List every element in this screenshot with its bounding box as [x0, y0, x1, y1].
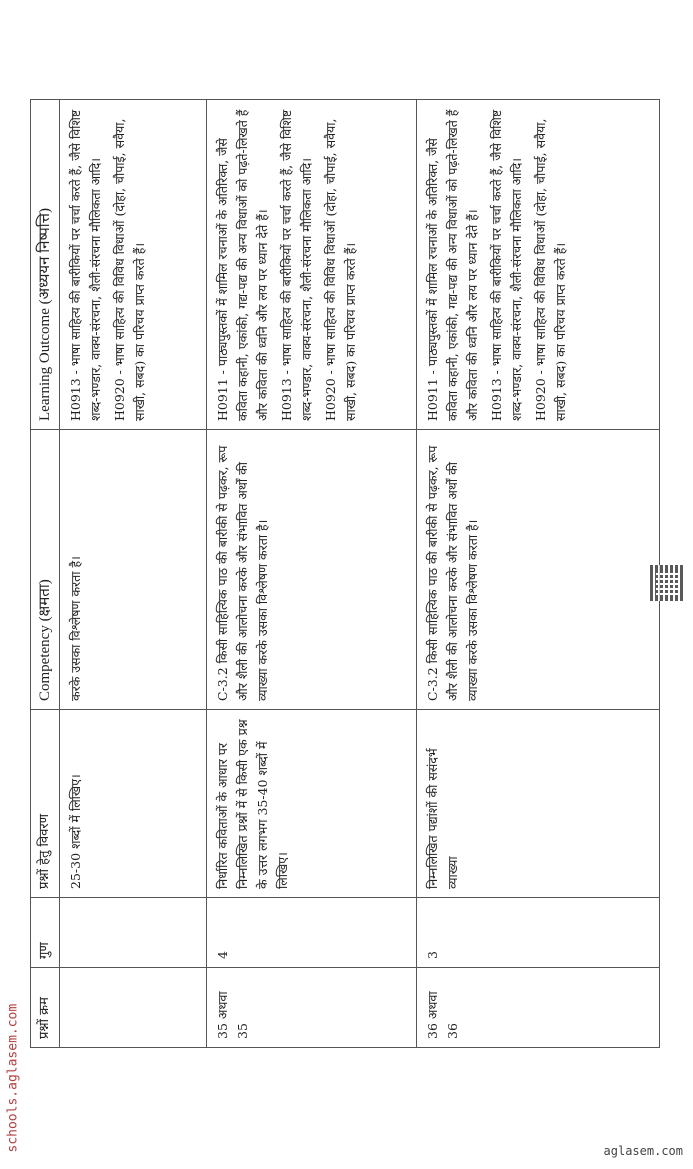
cell-question-number: 36 अथवा 36 — [417, 968, 660, 1048]
cell-competency: C-3.2 किसी साहित्यिक पाठ की बारीकी से पढ़कर, रूप और शैली की आलोचना करके और संभावित अर्थों की व्याख्या करके उसका विश्लेषण करता है। — [207, 430, 417, 710]
cell-description: निर्धारित कविताओं के आधार पर निम्नलिखित प्रश्नों में से किसी एक प्रश्न के उत्तर लगभग 35-40 शब्दों में लिखिए। — [207, 710, 417, 898]
cell-question-number: 35 अथवा 35 — [207, 968, 417, 1048]
cell-marks — [60, 898, 207, 968]
header-description: प्रश्नों हेतु विवरण — [31, 710, 60, 898]
outcome-item: H0920 - भाषा साहित्य की विविध विधाओं (दोहा, चौपाई, सवैया, साखी, सबद) का परिचय प्राप्त करते हैं। — [112, 118, 147, 421]
outcome-item: H0913 - भाषा साहित्य की बारीकियों पर चर्चा करते हैं, जैसे विशिष्ट शब्द-भण्डार, वाक्य-संरचना, शैली-संरचना मौलिकता आदि। — [68, 109, 103, 421]
table-row — [60, 100, 207, 1048]
cell-description: निम्नलिखित पद्यांशों की ससंदर्भ व्याख्या — [417, 710, 660, 898]
outcome-item: H0913 - भाषा साहित्य की बारीकियों पर चर्चा करते हैं, जैसे विशिष्ट शब्द-भण्डार, वाक्य-संरचना, शैली-संरचना मौलिकता आदि। — [489, 109, 524, 421]
cell-competency: C-3.2 किसी साहित्यिक पाठ की बारीकी से पढ़कर, रूप और शैली की आलोचना करके और संभावित अर्थों की व्याख्या करके उसका विश्लेषण करता है। — [417, 430, 660, 710]
header-question-number: प्रश्नों क्रम — [31, 968, 60, 1048]
header-competency: Competency (क्षमता) — [31, 430, 60, 710]
qr-code-icon — [650, 565, 684, 601]
outcome-item: H0911 - पाठ्यपुस्तकों में शामिल रचनाओं के अतिरिक्त, जैसे कविता कहानी, एकांकी, गद्य-पद्य की अन्य विधाओं को पढ़ते-लिखते हैं और कविता की ध्वनि और लय पर ध्यान देते हैं। — [215, 109, 270, 421]
outcome-item: H0913 - भाषा साहित्य की बारीकियों पर चर्चा करते हैं, जैसे विशिष्ट शब्द-भण्डार, वाक्य-संरचना, शैली-संरचना मौलिकता आदि। — [279, 109, 314, 421]
outcome-item: H0911 - पाठ्यपुस्तकों में शामिल रचनाओं के अतिरिक्त, जैसे कविता कहानी, एकांकी, गद्य-पद्य की अन्य विधाओं को पढ़ते-लिखते हैं और कविता की ध्वनि और लय पर ध्यान देते हैं। — [425, 109, 480, 421]
header-learning-outcome: Learning Outcome (अध्ययन निष्पत्ति) — [31, 100, 60, 430]
cell-description: 25-30 शब्दों में लिखिए। — [60, 710, 207, 898]
cell-competency: करके उसका विश्लेषण करता है। — [60, 430, 207, 710]
brand-footer: aglasem.com — [603, 1144, 683, 1158]
blueprint-table — [30, 99, 660, 1048]
table-row — [207, 100, 417, 1048]
header-marks: गुण — [31, 898, 60, 968]
outcome-item: H0920 - भाषा साहित्य की विविध विधाओं (दोहा, चौपाई, सवैया, साखी, सबद) का परिचय प्राप्त करते हैं। — [533, 118, 568, 421]
outcome-item: H0920 - भाषा साहित्य की विविध विधाओं (दोहा, चौपाई, सवैया, साखी, सबद) का परिचय प्राप्त करते हैं। — [323, 118, 358, 421]
cell-marks: 4 — [207, 898, 417, 968]
table-row — [417, 100, 660, 1048]
cell-learning-outcome — [207, 100, 417, 430]
cell-marks: 3 — [417, 898, 660, 968]
table-header-row — [31, 100, 60, 1048]
cell-learning-outcome — [417, 100, 660, 430]
rotated-document-page — [30, 100, 660, 1048]
cell-learning-outcome — [60, 100, 207, 430]
cell-question-number — [60, 968, 207, 1048]
watermark-text: schools.aglasem.com — [5, 1003, 21, 1153]
